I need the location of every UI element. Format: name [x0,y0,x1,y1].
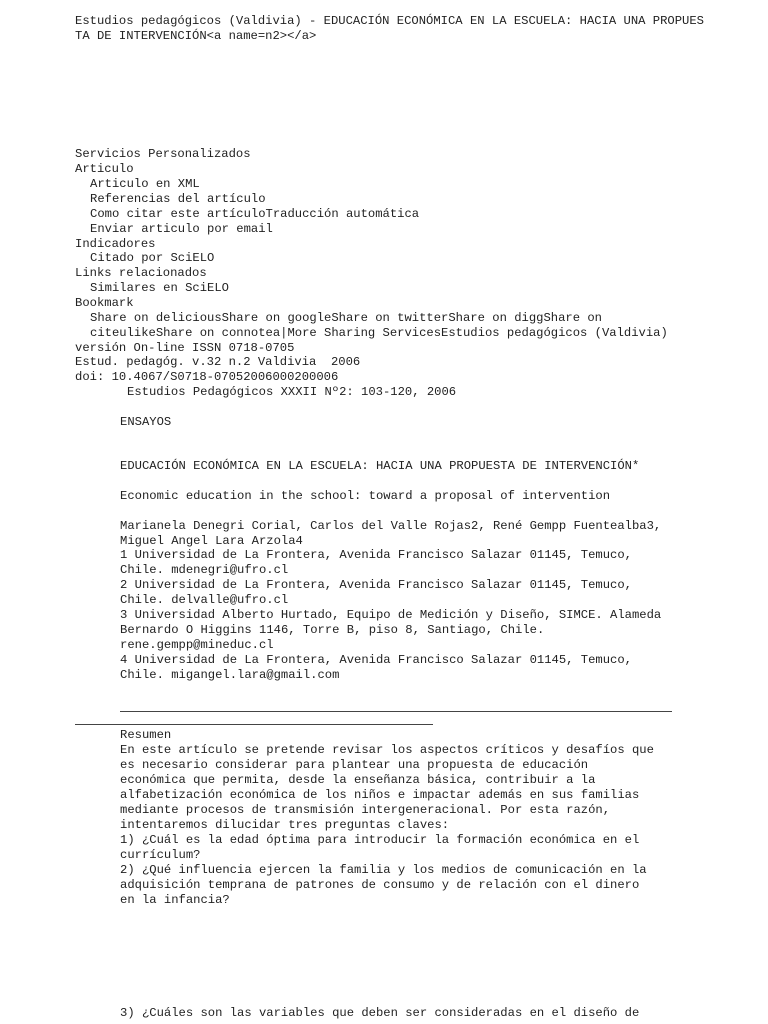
abstract-heading: Resumen [120,728,172,742]
page-title-line-2: TA DE INTERVENCIÓN<a name=n2></a> [75,29,317,43]
abstract-line: económica que permita, desde la enseñanza básica, contribuir a la [120,773,596,787]
abstract-line: mediante procesos de transmisión intergeneracional. Por esta razón, [120,803,611,817]
cite-translate-link[interactable]: Como citar este artículoTraducción automática [90,207,420,221]
issn-line: versión On-line ISSN 0718-0705 [75,341,295,355]
services-title: Servicios Personalizados [75,147,251,161]
abstract-line: es necesario considerar para plantear una propuesta de educación [120,758,589,772]
article-xml-link[interactable]: Articulo en XML [90,177,200,191]
share-links-line-1[interactable]: Share on deliciousShare on googleShare on twitterShare on diggShare on [90,311,602,325]
abstract-line: currículum? [120,848,201,862]
abstract-line: alfabetización económica de los niños e impactar además en sus familias [120,788,640,802]
abstract-line: 1) ¿Cuál es la edad óptima para introducir la formación económica en el [120,833,640,847]
separator-rule [120,711,672,712]
affiliation-line: 4 Universidad de La Frontera, Avenida Francisco Salazar 01145, Temuco, [120,653,632,667]
authors-line-1: Marianela Denegri Corial, Carlos del Valle Rojas2, René Gempp Fuentealba3, [120,519,662,533]
indicators-heading: Indicadores [75,237,156,251]
question-3-line: 3) ¿Cuáles son las variables que deben ser consideradas en el diseño de [120,1006,640,1020]
email-article-link[interactable]: Enviar articulo por email [90,222,273,236]
abstract-line: 2) ¿Qué influencia ejercen la familia y los medios de comunicación en la [120,863,647,877]
citation-line: Estud. pedagóg. v.32 n.2 Valdivia 2006 [75,355,361,369]
links-heading: Links relacionados [75,266,207,280]
affiliation-line: Chile. migangel.lara@gmail.com [120,668,340,682]
share-links-line-2[interactable]: citeulikeShare on connotea|More Sharing ServicesEstudios pedagógicos (Valdivia) [90,326,668,340]
page-title-line-1: Estudios pedagógicos (Valdivia) - EDUCACIÓN ECONÓMICA EN LA ESCUELA: HACIA UNA PROPUES [75,14,704,28]
affiliation-line: Bernardo OHiggins 1146, Torre B, piso 8, Santiago, Chile. [120,623,545,637]
abstract-line: en la infancia? [120,893,230,907]
affiliation-line: 2 Universidad de La Frontera, Avenida Francisco Salazar 01145, Temuco, [120,578,632,592]
article-title: EDUCACIÓN ECONÓMICA EN LA ESCUELA: HACIA UNA PROPUESTA DE INTERVENCIÓN* [120,459,640,473]
bookmark-heading: Bookmark [75,296,134,310]
volume-line: Estudios Pedagógicos XXXII Nº2: 103-120, 2006 [127,385,457,399]
article-references-link[interactable]: Referencias del artículo [90,192,266,206]
abstract-line: adquisición temprana de patrones de consumo y de relación con el dinero [120,878,640,892]
affiliation-line: Chile. delvalle@ufro.cl [120,593,289,607]
authors-line-2: Miguel Angel Lara Arzola4 [120,534,303,548]
doi-line: doi: 10.4067/S0718-07052006000200006 [75,370,339,384]
article-heading: Articulo [75,162,134,176]
affiliation-line: 3 Universidad Alberto Hurtado, Equipo de Medición y Diseño, SIMCE. Alameda [120,608,662,622]
article-title-en: Economic education in the school: toward a proposal of intervention [120,489,611,503]
cited-by-scielo-link[interactable]: Citado por SciELO [90,251,215,265]
section-label: ENSAYOS [120,415,172,429]
abstract-line: intentaremos dilucidar tres preguntas claves: [120,818,450,832]
similar-scielo-link[interactable]: Similares en SciELO [90,281,229,295]
affiliation-line: Chile. mdenegri@ufro.cl [120,563,289,577]
abstract-line: En este artículo se pretende revisar los aspectos críticos y desafíos que [120,743,654,757]
affiliation-line: 1 Universidad de La Frontera, Avenida Francisco Salazar 01145, Temuco, [120,548,632,562]
affiliation-line: rene.gempp@mineduc.cl [120,638,274,652]
separator-rule [75,724,433,725]
